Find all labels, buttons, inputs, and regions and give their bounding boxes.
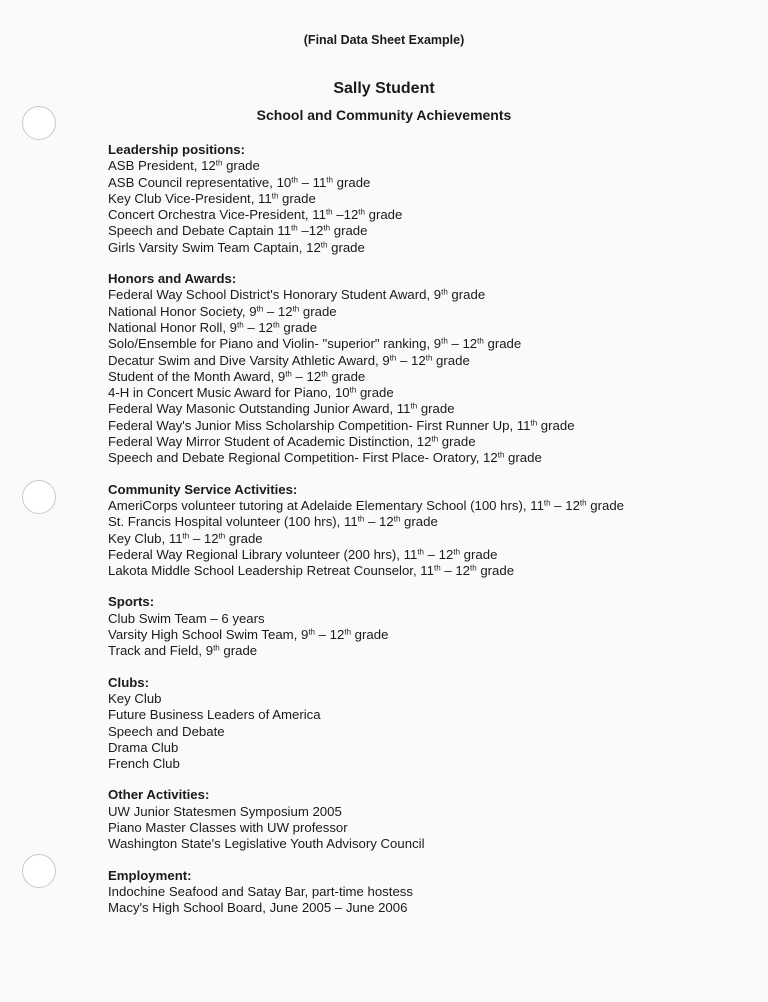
list-item: AmeriCorps volunteer tutoring at Adelaide Elementary School (100 hrs), 11th – 12th grade bbox=[108, 497, 624, 513]
list-item: UW Junior Statesmen Symposium 2005 bbox=[108, 803, 342, 819]
student-name: Sally Student bbox=[333, 80, 435, 97]
sheet-label: (Final Data Sheet Example) bbox=[303, 33, 465, 47]
section bbox=[108, 868, 728, 917]
list-item: Speech and Debate Regional Competition- First Place- Oratory, 12th grade bbox=[108, 450, 542, 466]
binder-hole bbox=[22, 854, 56, 888]
list-item: Federal Way Regional Library volunteer (200 hrs), 11th – 12th grade bbox=[108, 546, 498, 562]
list-item: Federal Way School District's Honorary Student Award, 9th grade bbox=[108, 287, 486, 303]
section bbox=[108, 482, 728, 580]
section-heading: Honors and Awards: bbox=[108, 271, 237, 287]
list-item: Concert Orchestra Vice-President, 11th –12th grade bbox=[108, 207, 403, 223]
list-item: French Club bbox=[108, 756, 180, 772]
achievements-list bbox=[108, 142, 728, 931]
list-item: 4-H in Concert Music Award for Piano, 10th grade bbox=[108, 385, 394, 401]
section bbox=[108, 787, 728, 852]
section-heading: Employment: bbox=[108, 867, 192, 883]
list-item: Girls Varsity Swim Team Captain, 12th grade bbox=[108, 239, 365, 255]
list-item: Drama Club bbox=[108, 739, 179, 755]
list-item: Key Club bbox=[108, 690, 162, 706]
list-item: Speech and Debate Captain 11th –12th grade bbox=[108, 223, 368, 239]
list-item: Federal Way Mirror Student of Academic Distinction, 12th grade bbox=[108, 434, 476, 450]
list-item: Federal Way's Junior Miss Scholarship Competition- First Runner Up, 11th grade bbox=[108, 417, 575, 433]
list-item: Washington State's Legislative Youth Advisory Council bbox=[108, 836, 425, 852]
list-item: Future Business Leaders of America bbox=[108, 707, 321, 723]
list-item: Speech and Debate bbox=[108, 723, 225, 739]
section-heading: Other Activities: bbox=[108, 787, 210, 803]
section-heading: Clubs: bbox=[108, 674, 150, 690]
section-heading: Community Service Activities: bbox=[108, 481, 298, 497]
list-item: Club Swim Team – 6 years bbox=[108, 610, 265, 626]
document-subtitle: School and Community Achievements bbox=[256, 107, 512, 123]
list-item: National Honor Society, 9th – 12th grade bbox=[108, 303, 337, 319]
list-item: Macy's High School Board, June 2005 – June 2006 bbox=[108, 900, 408, 916]
section bbox=[108, 675, 728, 773]
list-item: Track and Field, 9th grade bbox=[108, 643, 258, 659]
list-item: National Honor Roll, 9th – 12th grade bbox=[108, 319, 318, 335]
section bbox=[108, 594, 728, 659]
list-item: Key Club, 11th – 12th grade bbox=[108, 530, 263, 546]
list-item: St. Francis Hospital volunteer (100 hrs), 11th – 12th grade bbox=[108, 514, 438, 530]
list-item: Decatur Swim and Dive Varsity Athletic Award, 9th – 12th grade bbox=[108, 352, 470, 368]
list-item: Piano Master Classes with UW professor bbox=[108, 819, 348, 835]
list-item: Lakota Middle School Leadership Retreat Counselor, 11th – 12th grade bbox=[108, 563, 515, 579]
list-item: Solo/Ensemble for Piano and Violin- "superior" ranking, 9th – 12th grade bbox=[108, 336, 522, 352]
list-item: Varsity High School Swim Team, 9th – 12th grade bbox=[108, 627, 389, 643]
section-heading: Leadership positions: bbox=[108, 142, 246, 157]
section bbox=[108, 271, 728, 467]
section-heading: Sports: bbox=[108, 594, 155, 610]
list-item: Student of the Month Award, 9th – 12th grade bbox=[108, 368, 366, 384]
binder-hole bbox=[22, 480, 56, 514]
list-item: Federal Way Masonic Outstanding Junior Award, 11th grade bbox=[108, 401, 455, 417]
list-item: ASB Council representative, 10th – 11th grade bbox=[108, 174, 371, 190]
list-item: Key Club Vice-President, 11th grade bbox=[108, 190, 316, 206]
list-item: Indochine Seafood and Satay Bar, part-time hostess bbox=[108, 883, 413, 899]
list-item: ASB President, 12th grade bbox=[108, 158, 260, 174]
section bbox=[108, 142, 728, 256]
